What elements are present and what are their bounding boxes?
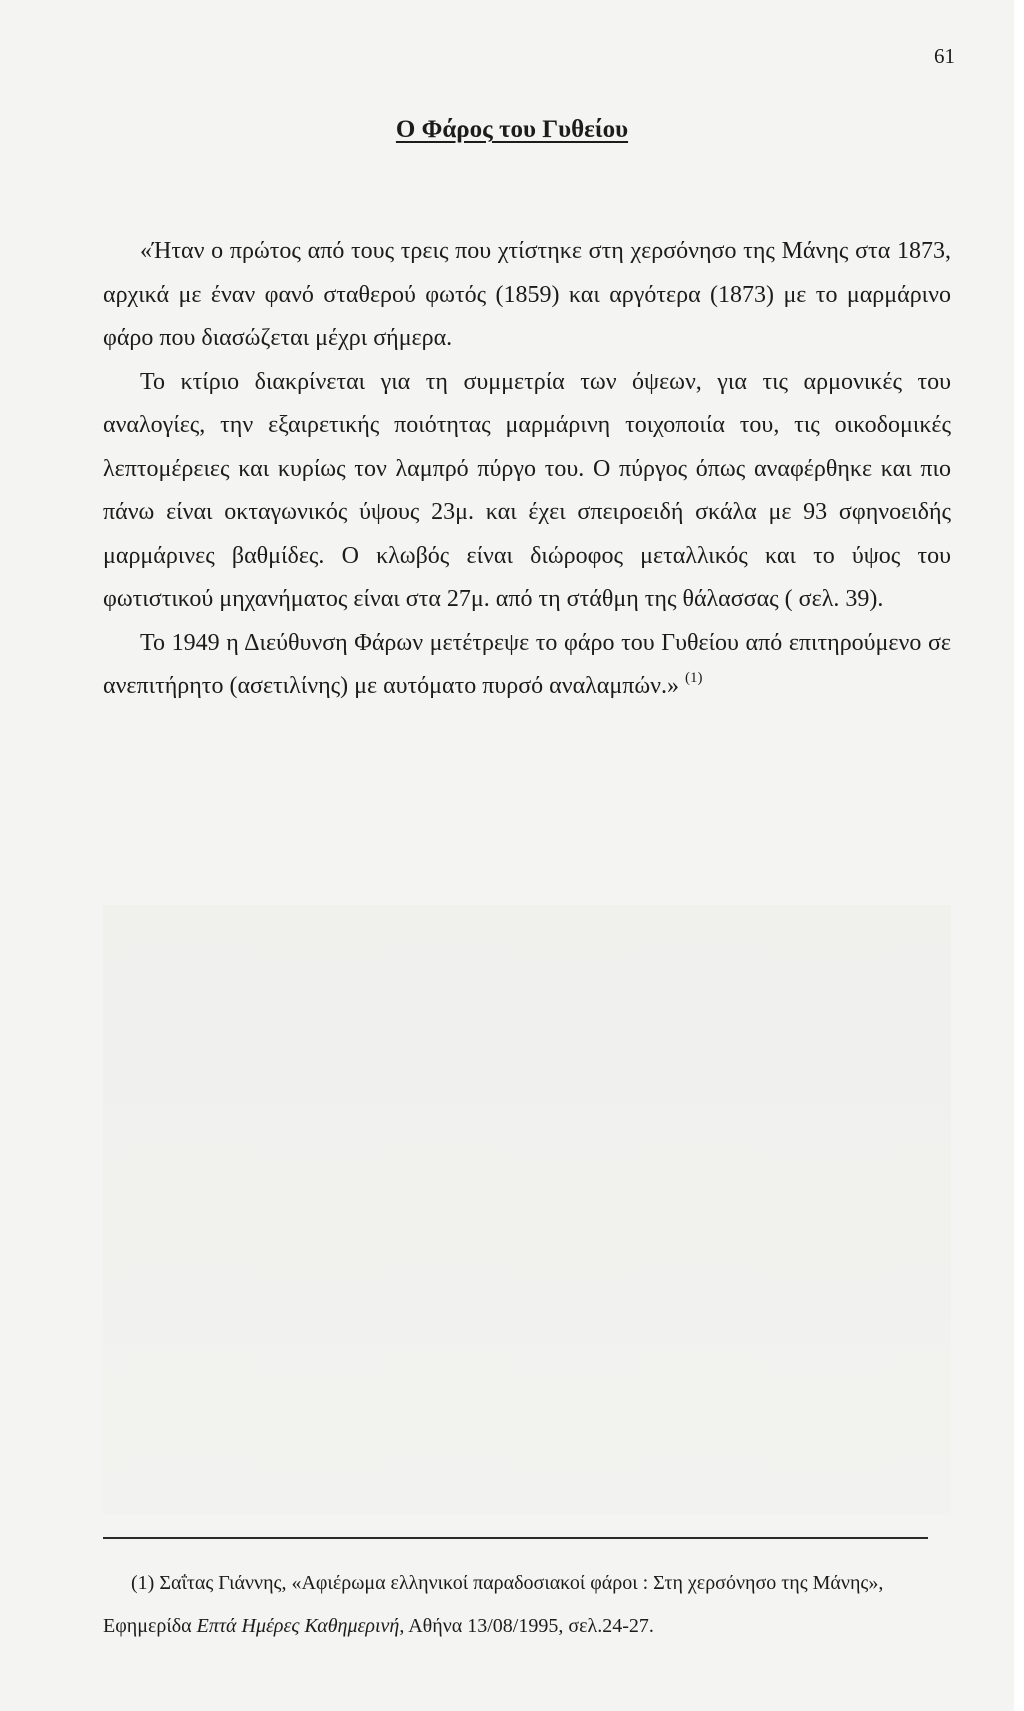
page-number: 61 [934, 44, 955, 68]
page-title: Ο Φάρος του Γυθείου [395, 116, 629, 143]
footnote-marker: (1) [131, 1572, 155, 1594]
footnote-citation: Σαΐτας Γιάννης, «Αφιέρωμα ελληνικοί παραδοσιακοί φάροι : Στη χερσόνησο της Μάνης», Εφημερίδα [103, 1572, 884, 1637]
footnote [103, 1562, 951, 1648]
footnote-citation-end: , Αθήνα 13/08/1995, σελ.24-27. [399, 1615, 654, 1637]
paragraph-text: Το 1949 η Διεύθυνση Φάρων μετέτρεψε το φάρο του Γυθείου από επιτηρούμενο σε ανεπιτήρητο (ασετιλίνης) με αυτόματο πυρσό αναλαμπών.» [103, 629, 951, 699]
paragraph-conversion [103, 622, 951, 709]
page-edge [1014, 0, 1024, 1711]
faded-photo-area [103, 905, 951, 1515]
paragraph-building [103, 361, 951, 622]
footnote-publication-title: Επτά Ημέρες Καθημερινή [196, 1615, 400, 1637]
paragraph-history [103, 230, 951, 361]
footnote-divider [103, 1537, 928, 1539]
paragraph-text: «Ήταν ο πρώτος από τους τρεις που χτίστηκε στη χερσόνησο της Μάνης στα 1873, αρχικά με έναν φανό σταθερού φωτός (1859) και αργότερα (1873) με το μαρμάρινο φάρο που διασώζεται μέχρι σήμερα. [103, 238, 951, 351]
body-text [103, 230, 951, 709]
paragraph-text: Το κτίριο διακρίνεται για τη συμμετρία των όψεων, για τις αρμονικές του αναλογίες, την εξαιρετικής ποιότητας μαρμάρινη τοιχοποιία του, τις οικοδομικές λεπτομέρειες και κυρίως τον λαμπρό πύργο του. Ο πύργος όπως αναφέρθηκε και πιο πάνω είναι οκταγωνικός ύψους 23μ. και έχει σπειροειδή σκάλα με 93 σφηνοειδής μαρμάρινες βαθμίδες. Ο κλωβός είναι διώροφος μεταλλικός και το ύψος του φωτιστικού μηχανήματος είναι στα 27μ. από τη στάθμη της θάλασσας ( σελ. 39). [103, 368, 951, 612]
footnote-reference: (1) [685, 670, 703, 686]
